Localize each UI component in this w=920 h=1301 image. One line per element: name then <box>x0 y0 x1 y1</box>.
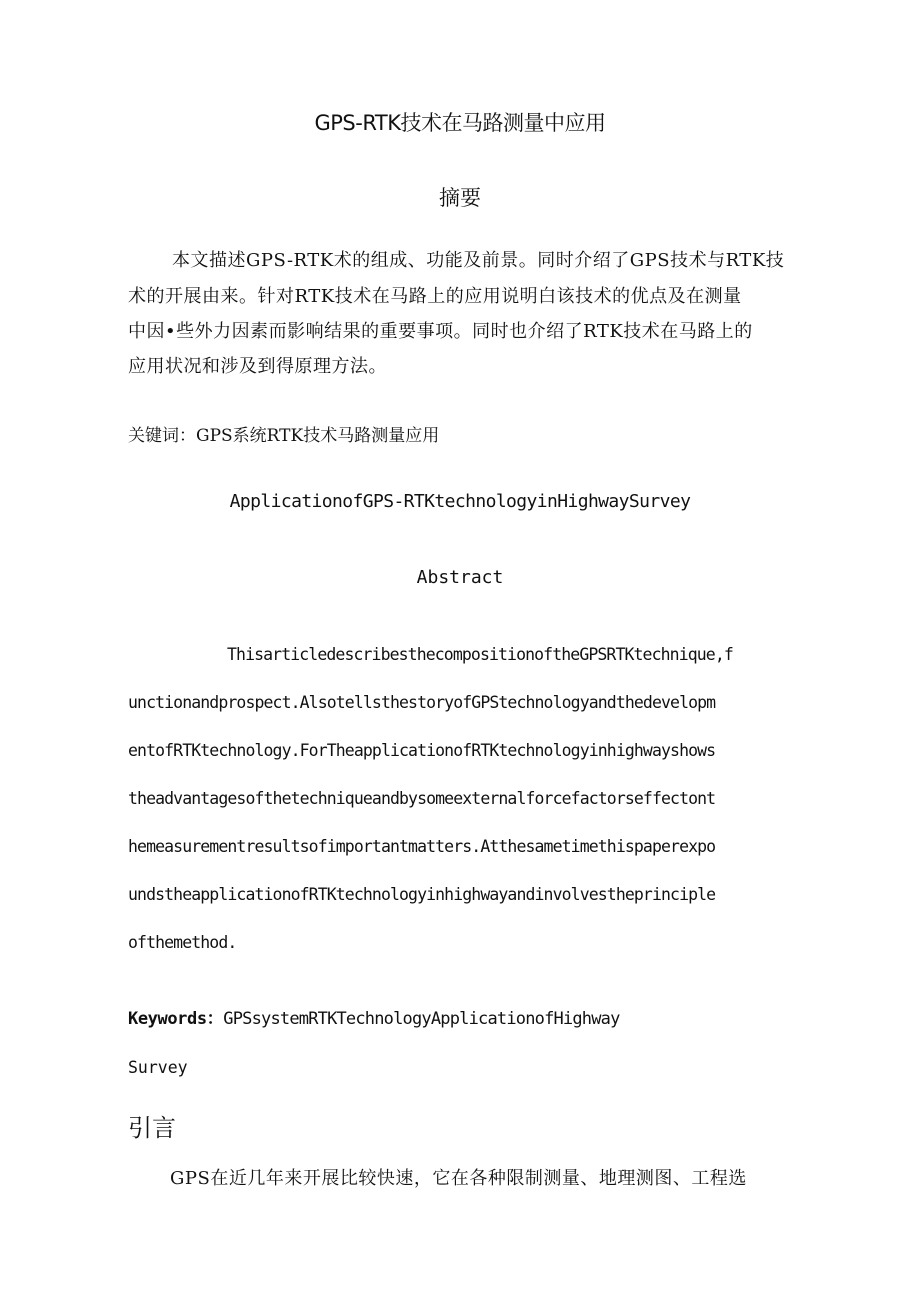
abstract-en-line: hemeasurementresultsofimportantmatters.Atthesametimethispaperexpo <box>128 837 716 856</box>
abstract-en-line: ofthemethod. <box>128 933 237 952</box>
keywords-en <box>128 1004 620 1029</box>
abstract-en-line: unctionandprospect.AlsotellsthestoryofGPStechnologyandthedevelopm <box>128 693 716 712</box>
keywords-en-value: GPSsystemRTKTechnologyApplicationofHighway <box>223 1009 620 1029</box>
abstract-cn-line: 中因•些外力因素而影响结果的重要事项。同时也介绍了RTK技术在马路上的 <box>128 321 753 342</box>
section-heading-intro: 引言 <box>128 1114 176 1142</box>
abstract-en-line: theadvantagesofthetechniqueandbysomeexternalforcefactorseffectont <box>128 789 716 808</box>
abstract-heading-cn: 摘要 <box>439 186 481 210</box>
abstract-en-line: entofRTKtechnology.ForTheapplicationofRTKtechnologyinhighwayshows <box>128 741 716 760</box>
keywords-en-label: Keywords： <box>128 1009 224 1029</box>
document-title-cn: GPS-RTK技术在马路测量中应用 <box>314 111 606 135</box>
keywords-cn: 关键词：GPS系统RTK技术马路测量应用 <box>128 426 440 446</box>
abstract-cn-line: 应用状况和涉及到得原理方法。 <box>128 356 387 377</box>
abstract-en-line: ThisarticledescribesthecompositionoftheGPSRTKtechnique,f <box>227 645 733 664</box>
intro-paragraph-line: GPS在近几年来开展比较快速，它在各种限制测量、地理测图、工程选 <box>170 1168 747 1189</box>
keywords-en-continued: Survey <box>128 1058 188 1077</box>
abstract-cn-line: 本文描述GPS-RTK术的组成、功能及前景。同时介绍了GPS技术与RTK技 <box>172 250 785 271</box>
document-title-en: ApplicationofGPS-RTKtechnologyinHighwaySurvey <box>229 491 691 512</box>
abstract-heading-en: Abstract <box>416 567 504 588</box>
abstract-en-line: undstheapplicationofRTKtechnologyinhighwayandinvolvestheprinciple <box>128 885 716 904</box>
abstract-cn-line: 术的开展由来。针对RTK技术在马路上的应用说明白该技术的优点及在测量 <box>128 286 742 307</box>
